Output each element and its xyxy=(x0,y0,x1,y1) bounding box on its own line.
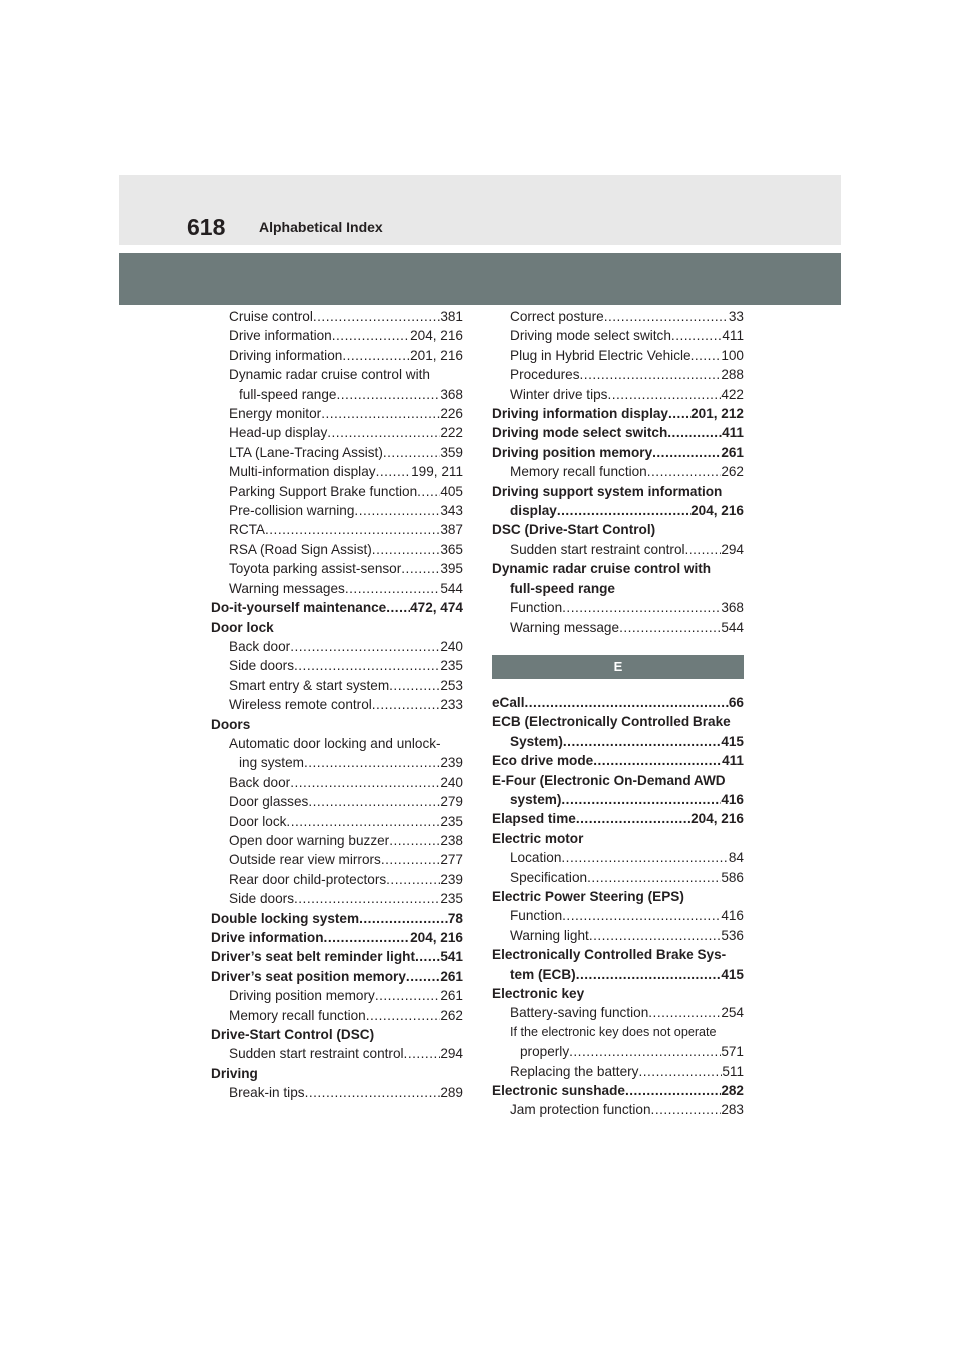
dot-leader xyxy=(647,462,722,481)
entry-page-ref: 368 xyxy=(440,386,463,402)
index-entry xyxy=(492,1100,744,1119)
dot-leader xyxy=(589,926,721,945)
entry-term: Side doors xyxy=(229,891,294,907)
entry-term: Function xyxy=(510,600,563,616)
index-entry xyxy=(492,404,744,423)
index-entry xyxy=(492,462,744,481)
entry-page-ref: 238 xyxy=(440,832,463,848)
index-entry xyxy=(492,809,744,828)
index-entry xyxy=(211,812,463,831)
index-entry xyxy=(492,712,744,731)
entry-page-ref: 416 xyxy=(721,908,744,924)
entry-page-ref: 235 xyxy=(440,658,463,674)
entry-term: Driving support system information xyxy=(492,483,723,499)
dot-leader xyxy=(337,385,441,404)
index-entry xyxy=(211,1006,463,1025)
index-entry xyxy=(492,751,744,770)
index-entry xyxy=(492,732,744,751)
dot-leader xyxy=(576,965,722,984)
index-entry xyxy=(492,540,744,559)
entry-page-ref: 294 xyxy=(440,1046,463,1062)
dot-leader xyxy=(561,790,721,809)
entry-page-ref: 472, 474 xyxy=(410,600,463,616)
entry-term: Specification xyxy=(510,869,588,885)
entry-page-ref: 289 xyxy=(440,1085,463,1101)
index-entry xyxy=(492,984,744,1003)
index-entry xyxy=(211,831,463,850)
entry-page-ref: 261 xyxy=(721,444,744,460)
entry-term: If the electronic key does not operate xyxy=(510,1024,717,1039)
index-entry xyxy=(211,637,463,656)
index-entry xyxy=(211,1025,463,1044)
entry-term: Memory recall function xyxy=(229,1007,366,1023)
dot-leader xyxy=(651,1100,722,1119)
dot-leader xyxy=(313,307,440,326)
index-entry xyxy=(211,462,463,481)
entry-term: Driver’s seat position memory xyxy=(211,968,406,984)
entry-term: Outside rear view mirrors xyxy=(229,852,381,868)
entry-term: Elapsed time xyxy=(492,811,576,827)
section-letter-e: E xyxy=(492,655,744,679)
entry-page-ref: 365 xyxy=(440,541,463,557)
index-entry xyxy=(211,889,463,908)
entry-term: eCall xyxy=(492,694,525,710)
entry-page-ref: 262 xyxy=(440,1007,463,1023)
dot-leader xyxy=(389,676,440,695)
index-entry xyxy=(211,385,463,404)
entry-term: DSC (Drive-Start Control) xyxy=(492,522,656,538)
dot-leader xyxy=(562,598,721,617)
dot-leader xyxy=(372,695,441,714)
entry-page-ref: 78 xyxy=(447,910,463,926)
index-entry xyxy=(492,579,744,598)
index-entry xyxy=(492,1023,744,1042)
index-entry xyxy=(211,579,463,598)
dot-leader xyxy=(607,385,721,404)
entry-term: Drive information xyxy=(211,930,324,945)
entry-page-ref: 84 xyxy=(728,850,744,866)
dot-leader xyxy=(671,326,722,345)
entry-page-ref: 199, 211 xyxy=(411,464,463,480)
dot-leader xyxy=(305,1083,441,1102)
index-group-e xyxy=(492,693,744,1120)
dot-leader xyxy=(327,423,440,442)
index-column-left xyxy=(211,307,463,1103)
index-entry xyxy=(211,404,463,423)
entry-term: Electronic sunshade xyxy=(492,1083,625,1099)
index-entry xyxy=(211,598,463,617)
entry-term: Toyota parking assist-sensor xyxy=(229,561,402,577)
dot-leader xyxy=(587,868,721,887)
index-entry xyxy=(492,965,744,984)
dot-leader xyxy=(638,1062,722,1081)
entry-page-ref: 422 xyxy=(721,386,744,402)
entry-page-ref: 204, 216 xyxy=(410,930,463,945)
entry-page-ref: 381 xyxy=(440,309,463,324)
entry-page-ref: 536 xyxy=(721,927,744,943)
entry-term: System) xyxy=(510,733,563,749)
entry-term: properly xyxy=(520,1044,570,1060)
index-entry xyxy=(211,792,463,811)
entry-term: Dynamic radar cruise control with xyxy=(229,367,430,383)
dot-leader xyxy=(562,906,721,925)
index-entry xyxy=(492,482,744,501)
dot-leader xyxy=(386,870,440,889)
dot-leader xyxy=(342,346,410,365)
index-entry xyxy=(211,520,463,539)
entry-page-ref: 415 xyxy=(721,966,744,982)
index-entry xyxy=(211,346,463,365)
index-entry xyxy=(211,695,463,714)
index-entry xyxy=(492,520,744,539)
dot-leader xyxy=(366,1006,441,1025)
entry-term: Electric motor xyxy=(492,830,584,846)
entry-term: Side doors xyxy=(229,658,294,674)
entry-page-ref: 226 xyxy=(440,406,463,422)
entry-page-ref: 33 xyxy=(728,309,744,324)
entry-page-ref: 282 xyxy=(721,1083,744,1099)
index-entry xyxy=(211,753,463,772)
entry-page-ref: 235 xyxy=(440,813,463,829)
dot-leader xyxy=(417,482,440,501)
index-entry xyxy=(492,887,744,906)
index-entry xyxy=(492,618,744,637)
index-entry xyxy=(211,986,463,1005)
dot-leader xyxy=(563,732,721,751)
entry-term: Eco drive mode xyxy=(492,753,594,769)
entry-term: Replacing the battery xyxy=(510,1063,639,1079)
entry-term: Rear door child-protectors xyxy=(229,871,387,887)
entry-page-ref: 240 xyxy=(440,638,463,654)
entry-term: Electronically Controlled Brake Sys- xyxy=(492,947,727,963)
entry-term: Driving information xyxy=(229,347,343,363)
index-entry xyxy=(492,906,744,925)
entry-term: Head-up display xyxy=(229,425,328,441)
entry-page-ref: 294 xyxy=(721,541,744,557)
dot-leader xyxy=(324,928,411,947)
entry-term: Multi-information display xyxy=(229,464,376,480)
entry-term: Driver’s seat belt reminder light xyxy=(211,949,415,965)
dot-leader xyxy=(668,404,691,423)
dot-leader xyxy=(401,559,440,578)
index-entry xyxy=(211,501,463,520)
entry-term: Dynamic radar cruise control with xyxy=(492,561,712,577)
dot-leader xyxy=(294,656,440,675)
index-entry xyxy=(492,868,744,887)
dot-leader xyxy=(406,967,440,986)
dot-leader xyxy=(265,520,440,539)
index-entry xyxy=(492,1003,744,1022)
dot-leader xyxy=(290,637,440,656)
dot-leader xyxy=(415,947,440,966)
index-entry xyxy=(211,734,463,753)
entry-term: LTA (Lane-Tracing Assist) xyxy=(229,444,383,460)
entry-term: Correct posture xyxy=(510,309,604,324)
entry-term: Break-in tips xyxy=(229,1085,305,1101)
entry-term: Open door warning buzzer xyxy=(229,832,390,848)
entry-term: Driving position memory xyxy=(229,988,375,1004)
dot-leader xyxy=(569,1042,721,1061)
entry-page-ref: 544 xyxy=(440,580,463,596)
entry-term: Door glasses xyxy=(229,794,309,810)
entry-term: Jam protection function xyxy=(510,1102,651,1118)
entry-term: Driving mode select switch xyxy=(510,328,671,344)
entry-term: display xyxy=(510,503,557,519)
dot-leader xyxy=(625,1081,721,1100)
entry-page-ref: 100 xyxy=(721,347,744,363)
index-entry xyxy=(211,482,463,501)
dot-leader xyxy=(290,773,440,792)
entry-term: RSA (Road Sign Assist) xyxy=(229,541,372,557)
entry-page-ref: 387 xyxy=(440,522,463,538)
entry-term: Sudden start restraint control xyxy=(229,1046,404,1062)
dot-leader xyxy=(648,1003,721,1022)
dot-leader xyxy=(381,850,440,869)
entry-term: Warning message xyxy=(510,619,620,635)
index-entry xyxy=(211,1083,463,1102)
entry-term: E-Four (Electronic On-Demand AWD xyxy=(492,772,726,788)
entry-page-ref: 262 xyxy=(721,464,744,480)
index-entry xyxy=(211,1064,463,1083)
dot-leader xyxy=(576,809,691,828)
dot-leader xyxy=(359,909,448,928)
entry-term: ing system xyxy=(239,755,304,771)
entry-page-ref: 511 xyxy=(722,1063,744,1079)
dot-leader xyxy=(304,753,440,772)
entry-page-ref: 279 xyxy=(440,794,463,810)
dot-leader xyxy=(332,326,410,345)
entry-term: Back door xyxy=(229,774,291,790)
entry-term: Wireless remote control xyxy=(229,697,372,713)
dot-leader xyxy=(667,423,722,442)
index-entry xyxy=(492,771,744,790)
entry-term: Warning messages xyxy=(229,580,345,596)
index-entry xyxy=(211,1044,463,1063)
dot-leader xyxy=(354,501,440,520)
entry-page-ref: 288 xyxy=(721,367,744,383)
entry-term: ECB (Electronically Controlled Brake xyxy=(492,714,731,730)
entry-page-ref: 544 xyxy=(721,619,744,635)
dot-leader xyxy=(383,443,440,462)
index-entry xyxy=(492,346,744,365)
index-entry xyxy=(211,423,463,442)
entry-page-ref: 201, 216 xyxy=(410,347,463,363)
entry-page-ref: 411 xyxy=(722,753,744,769)
entry-term: Driving position memory xyxy=(492,444,653,460)
entry-page-ref: 416 xyxy=(721,791,744,807)
entry-term: Drive information xyxy=(229,328,332,344)
entry-term: Electronic key xyxy=(492,986,585,1001)
entry-page-ref: 239 xyxy=(440,755,463,771)
index-entry xyxy=(492,1062,744,1081)
entry-term: system) xyxy=(510,791,562,807)
entry-term: Battery-saving function xyxy=(510,1005,649,1021)
entry-term: Door lock xyxy=(229,813,287,829)
dot-leader xyxy=(604,307,729,326)
index-entry xyxy=(211,559,463,578)
dot-leader xyxy=(286,812,440,831)
page-title: Alphabetical Index xyxy=(259,219,383,235)
dot-leader xyxy=(389,831,440,850)
index-entry xyxy=(211,967,463,986)
dot-leader xyxy=(561,848,728,867)
header-band xyxy=(119,253,841,305)
entry-page-ref: 359 xyxy=(440,444,463,460)
entry-page-ref: 201, 212 xyxy=(691,406,744,422)
dot-leader xyxy=(404,1044,441,1063)
index-entry xyxy=(211,928,463,947)
entry-term: Sudden start restraint control xyxy=(510,541,685,557)
dot-leader xyxy=(557,501,691,520)
entry-page-ref: 233 xyxy=(440,697,463,713)
entry-term: Function xyxy=(510,908,563,924)
entry-page-ref: 405 xyxy=(440,483,463,499)
index-entry xyxy=(492,501,744,520)
dot-leader xyxy=(652,443,721,462)
index-entry xyxy=(211,909,463,928)
entry-page-ref: 66 xyxy=(728,694,744,710)
index-entry xyxy=(492,385,744,404)
entry-term: full-speed range xyxy=(510,580,615,596)
dot-leader xyxy=(593,751,722,770)
index-entry xyxy=(492,443,744,462)
dot-leader xyxy=(580,365,722,384)
index-entry xyxy=(492,693,744,712)
entry-page-ref: 586 xyxy=(721,869,744,885)
entry-term: RCTA xyxy=(229,522,265,538)
index-group-d-continued xyxy=(492,307,744,637)
entry-page-ref: 261 xyxy=(440,988,463,1004)
entry-term: Winter drive tips xyxy=(510,386,608,402)
index-column-right xyxy=(492,307,744,1120)
entry-page-ref: 253 xyxy=(440,677,463,693)
index-entry xyxy=(211,773,463,792)
index-entry xyxy=(492,423,744,442)
index-entry xyxy=(492,326,744,345)
index-entry xyxy=(211,365,463,384)
dot-leader xyxy=(691,346,722,365)
entry-term: Pre-collision warning xyxy=(229,503,355,519)
entry-page-ref: 204, 216 xyxy=(691,811,744,827)
dot-leader xyxy=(376,462,412,481)
entry-term: Do-it-yourself maintenance xyxy=(211,600,387,616)
index-entry xyxy=(492,1042,744,1061)
entry-term: Parking Support Brake function xyxy=(229,483,418,499)
entry-term: Memory recall function xyxy=(510,464,647,480)
index-entry xyxy=(211,656,463,675)
entry-page-ref: 222 xyxy=(440,425,463,441)
index-entry xyxy=(492,307,744,326)
entry-page-ref: 343 xyxy=(440,503,463,519)
index-entry xyxy=(211,326,463,345)
entry-term: Driving xyxy=(211,1065,258,1081)
dot-leader xyxy=(345,579,440,598)
index-entry xyxy=(492,598,744,617)
entry-page-ref: 368 xyxy=(721,600,744,616)
entry-term: Location xyxy=(510,850,562,866)
entry-term: Driving information display xyxy=(492,406,668,422)
dot-leader xyxy=(308,792,440,811)
entry-term: Automatic door locking and unlock- xyxy=(229,735,441,751)
entry-page-ref: 411 xyxy=(722,425,744,441)
entry-page-ref: 395 xyxy=(440,561,463,577)
index-entry xyxy=(492,945,744,964)
index-entry xyxy=(492,829,744,848)
entry-page-ref: 240 xyxy=(440,774,463,790)
entry-page-ref: 239 xyxy=(440,871,463,887)
dot-leader xyxy=(375,986,441,1005)
entry-term: Cruise control xyxy=(229,309,313,324)
entry-page-ref: 571 xyxy=(721,1044,744,1060)
entry-page-ref: 204, 216 xyxy=(410,328,463,344)
index-entry xyxy=(492,559,744,578)
entry-page-ref: 541 xyxy=(440,949,463,965)
page-number: 618 xyxy=(187,214,226,240)
entry-term: Smart entry & start system xyxy=(229,677,390,693)
index-entry xyxy=(211,443,463,462)
entry-term: Back door xyxy=(229,638,291,654)
index-entry xyxy=(211,676,463,695)
index-entry xyxy=(211,540,463,559)
index-entry xyxy=(211,715,463,734)
dot-leader xyxy=(525,693,729,712)
dot-leader xyxy=(321,404,440,423)
dot-leader xyxy=(685,540,722,559)
entry-term: Plug in Hybrid Electric Vehicle xyxy=(510,347,691,363)
index-entry xyxy=(211,850,463,869)
entry-term: Double locking system xyxy=(211,910,360,926)
dot-leader xyxy=(386,598,410,617)
entry-page-ref: 415 xyxy=(721,733,744,749)
index-entry xyxy=(211,947,463,966)
entry-page-ref: 254 xyxy=(721,1005,744,1021)
index-entry xyxy=(492,1081,744,1100)
entry-term: Driving mode select switch xyxy=(492,425,668,441)
entry-page-ref: 235 xyxy=(440,891,463,907)
index-entry xyxy=(492,848,744,867)
entry-page-ref: 277 xyxy=(440,852,463,868)
index-entry xyxy=(492,926,744,945)
entry-term: full-speed range xyxy=(239,386,337,402)
index-entry xyxy=(211,870,463,889)
entry-page-ref: 283 xyxy=(721,1102,744,1118)
dot-leader xyxy=(619,618,721,637)
entry-term: Doors xyxy=(211,716,251,732)
header-bar xyxy=(119,175,841,245)
entry-page-ref: 411 xyxy=(722,328,744,344)
index-entry xyxy=(492,790,744,809)
index-entry xyxy=(492,365,744,384)
entry-term: Warning light xyxy=(510,927,589,943)
index-entry xyxy=(211,307,463,326)
entry-page-ref: 204, 216 xyxy=(691,503,744,519)
dot-leader xyxy=(372,540,441,559)
entry-term: Energy monitor xyxy=(229,406,322,422)
entry-term: tem (ECB) xyxy=(510,966,576,982)
entry-term: Procedures xyxy=(510,367,580,383)
entry-term: Drive-Start Control (DSC) xyxy=(211,1027,375,1043)
entry-term: Electric Power Steering (EPS) xyxy=(492,888,684,904)
index-entry xyxy=(211,618,463,637)
entry-page-ref: 261 xyxy=(440,968,463,984)
entry-term: Door lock xyxy=(211,619,274,635)
dot-leader xyxy=(294,889,440,908)
